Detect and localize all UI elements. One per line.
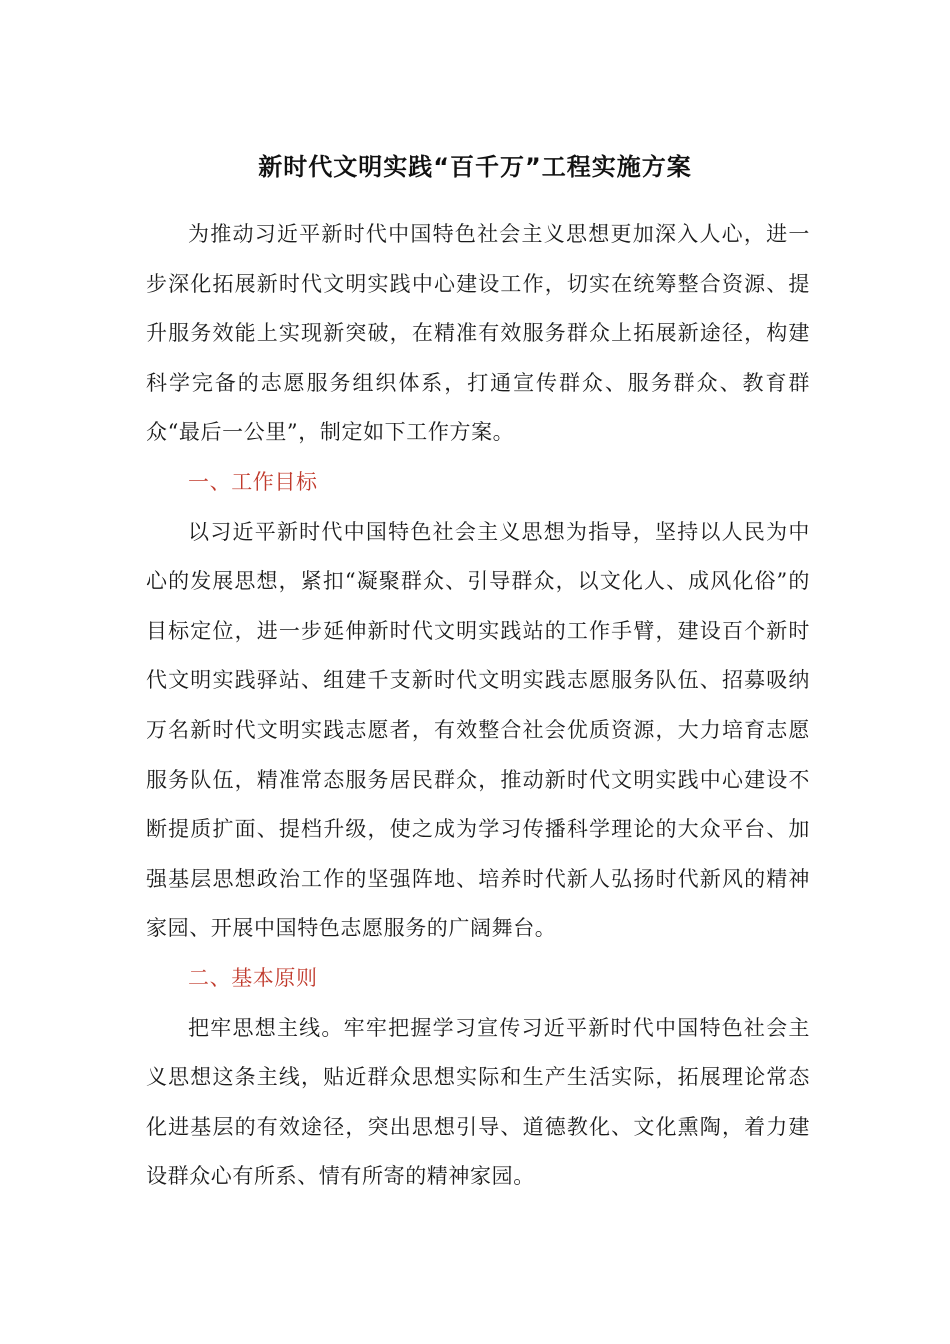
basic-principles-paragraph: 把牢思想主线。牢牢把握学习宣传习近平新时代中国特色社会主义思想这条主线，贴近群众思想实际和生产生活实际，拓展理论常态化进基层的有效途径，突出思想引导、道德教化、文化熏陶，着力建设群众心有所系、情有所寄的精神家园。 — [146, 1015, 810, 1189]
work-goals-paragraph: 以习近平新时代中国特色社会主义思想为指导，坚持以人民为中心的发展思想，紧扣“凝聚群众、引导群众，以文化人、成风化俗”的目标定位，进一步延伸新时代文明实践站的工作手臂，建设百个新时代文明实践驿站、组建千支新时代文明实践志愿服务队伍、招募吸纳万名新时代文明实践志愿者，有效整合社会优质资源，大力培育志愿服务队伍，精准常态服务居民群众，推动新时代文明实践中心建设不断提质扩面、提档升级，使之成为学习传播科学理论的大众平台、加强基层思想政治工作的坚强阵地、培养时代新人弘扬时代新风的精神家园、开展中国特色志愿服务的广阔舞台。 — [146, 519, 810, 941]
section-heading-work-goals: 一、工作目标 — [188, 469, 318, 494]
document-title: 新时代文明实践“百千万”工程实施方案 — [258, 153, 692, 181]
intro-paragraph: 为推动习近平新时代中国特色社会主义思想更加深入人心，进一步深化拓展新时代文明实践中心建设工作，切实在统筹整合资源、提升服务效能上实现新突破，在精准有效服务群众上拓展新途径，构建科学完备的志愿服务组织体系，打通宣传群众、服务群众、教育群众“最后一公里”，制定如下工作方案。 — [146, 222, 810, 445]
document-body — [146, 210, 810, 1202]
section-heading-basic-principles: 二、基本原则 — [188, 965, 318, 990]
